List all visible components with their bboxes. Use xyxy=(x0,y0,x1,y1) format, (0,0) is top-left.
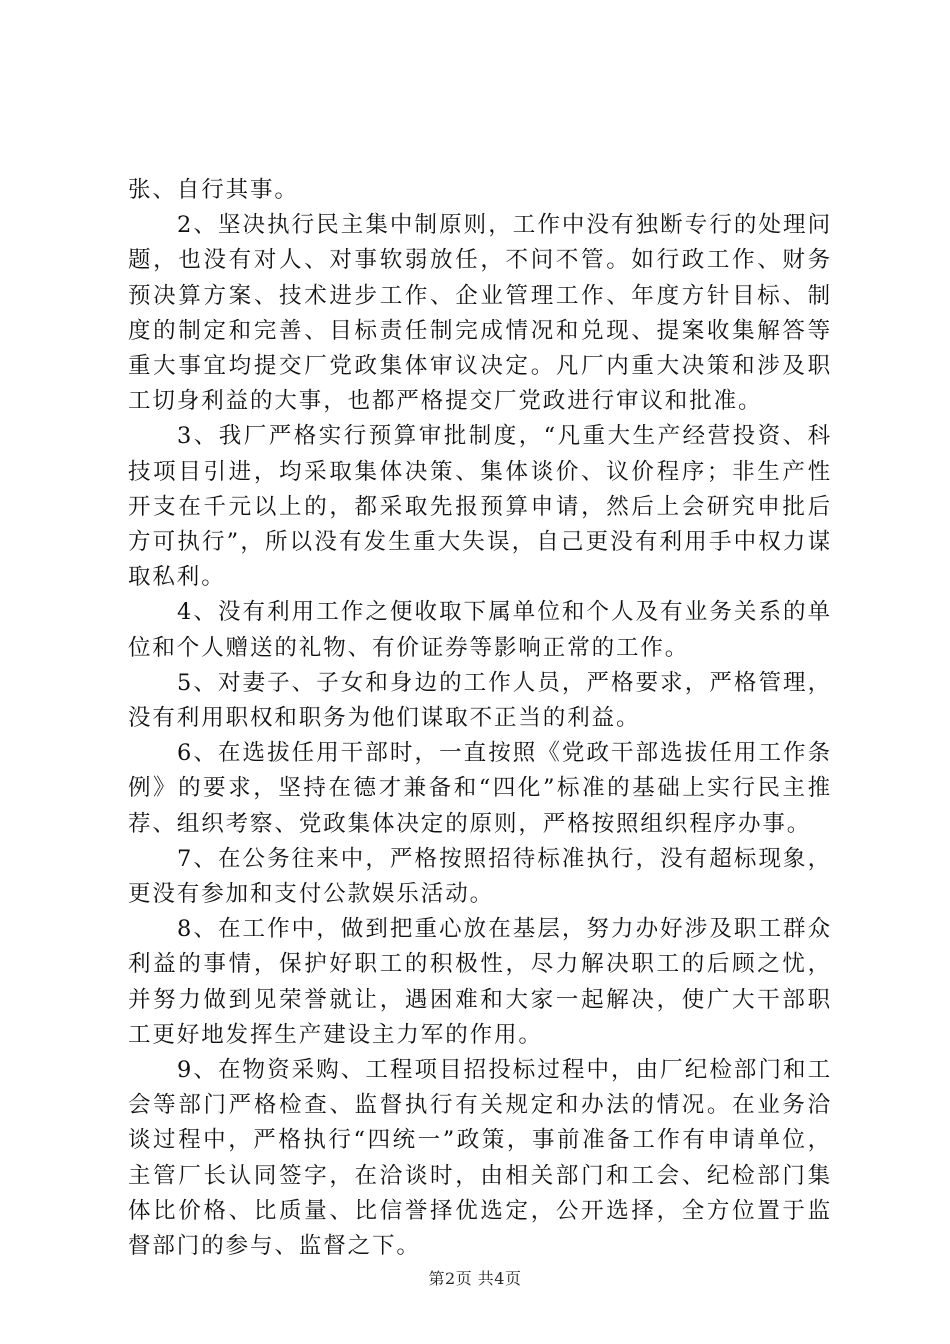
page-number-footer: 第2页 共4页 xyxy=(428,1269,522,1288)
paragraph-item-8: 8、在工作中，做到把重心放在基层，努力办好涉及职工群众利益的事情，保护好职工的积极性，尽力解决职工的后顾之忧，并努力做到见荣誉就让，遇困难和大家一起解决，使广大干部职工更好地发挥生产建设主力军的作用。 xyxy=(128,916,832,1048)
paragraph-item-5: 5、对妻子、子女和身边的工作人员，严格要求，严格管理，没有利用职权和职务为他们谋取不正当的利益。 xyxy=(128,669,832,732)
paragraph-item-9: 9、在物资采购、工程项目招投标过程中，由厂纪检部门和工会等部门严格检查、监督执行有关规定和办法的情况。在业务洽谈过程中，严格执行“四统一”政策，事前准备工作有申请单位，主管厂长认同签字，在洽谈时，由相关部门和工会、纪检部门集体比价格、比质量、比信誉择优选定，公开选择，全方位置于监督部门的参与、监督之下。 xyxy=(128,1057,832,1260)
paragraph-item-3: 3、我厂严格实行预算审批制度，“凡重大生产经营投资、科技项目引进，均采取集体决策、集体谈价、议价程序；非生产性开支在千元以上的，都采取先报预算申请，然后上会研究申批后方可执行”，所以没有发生重大失误，自己更没有利用手中权力谋取私利。 xyxy=(128,423,832,591)
paragraph-item-7: 7、在公务往来中，严格按照招待标准执行，没有超标现象，更没有参加和支付公款娱乐活动。 xyxy=(128,845,832,908)
paragraph-item-4: 4、没有利用工作之便收取下属单位和个人及有业务关系的单位和个人赠送的礼物、有价证券等影响正常的工作。 xyxy=(128,599,832,661)
paragraph-continuation: 张、自行其事。 xyxy=(128,177,299,203)
paragraph-item-2: 2、坚决执行民主集中制原则，工作中没有独断专行的处理问题，也没有对人、对事软弱放任，不问不管。如行政工作、财务预决算方案、技术进步工作、企业管理工作、年度方针目标、制度的制定和完善、目标责任制完成情况和兑现、提案收集解答等重大事宜均提交厂党政集体审议决定。凡厂内重大决策和涉及职工切身利益的大事，也都严格提交厂党政进行审议和批准。 xyxy=(128,212,832,415)
paragraph-item-6: 6、在选拔任用干部时，一直按照《党政干部选拔任用工作条例》的要求，坚持在德才兼备和“四化”标准的基础上实行民主推荐、组织考察、党政集体决定的原则，严格按照组织程序办事。 xyxy=(128,740,832,837)
document-body xyxy=(128,173,832,1264)
